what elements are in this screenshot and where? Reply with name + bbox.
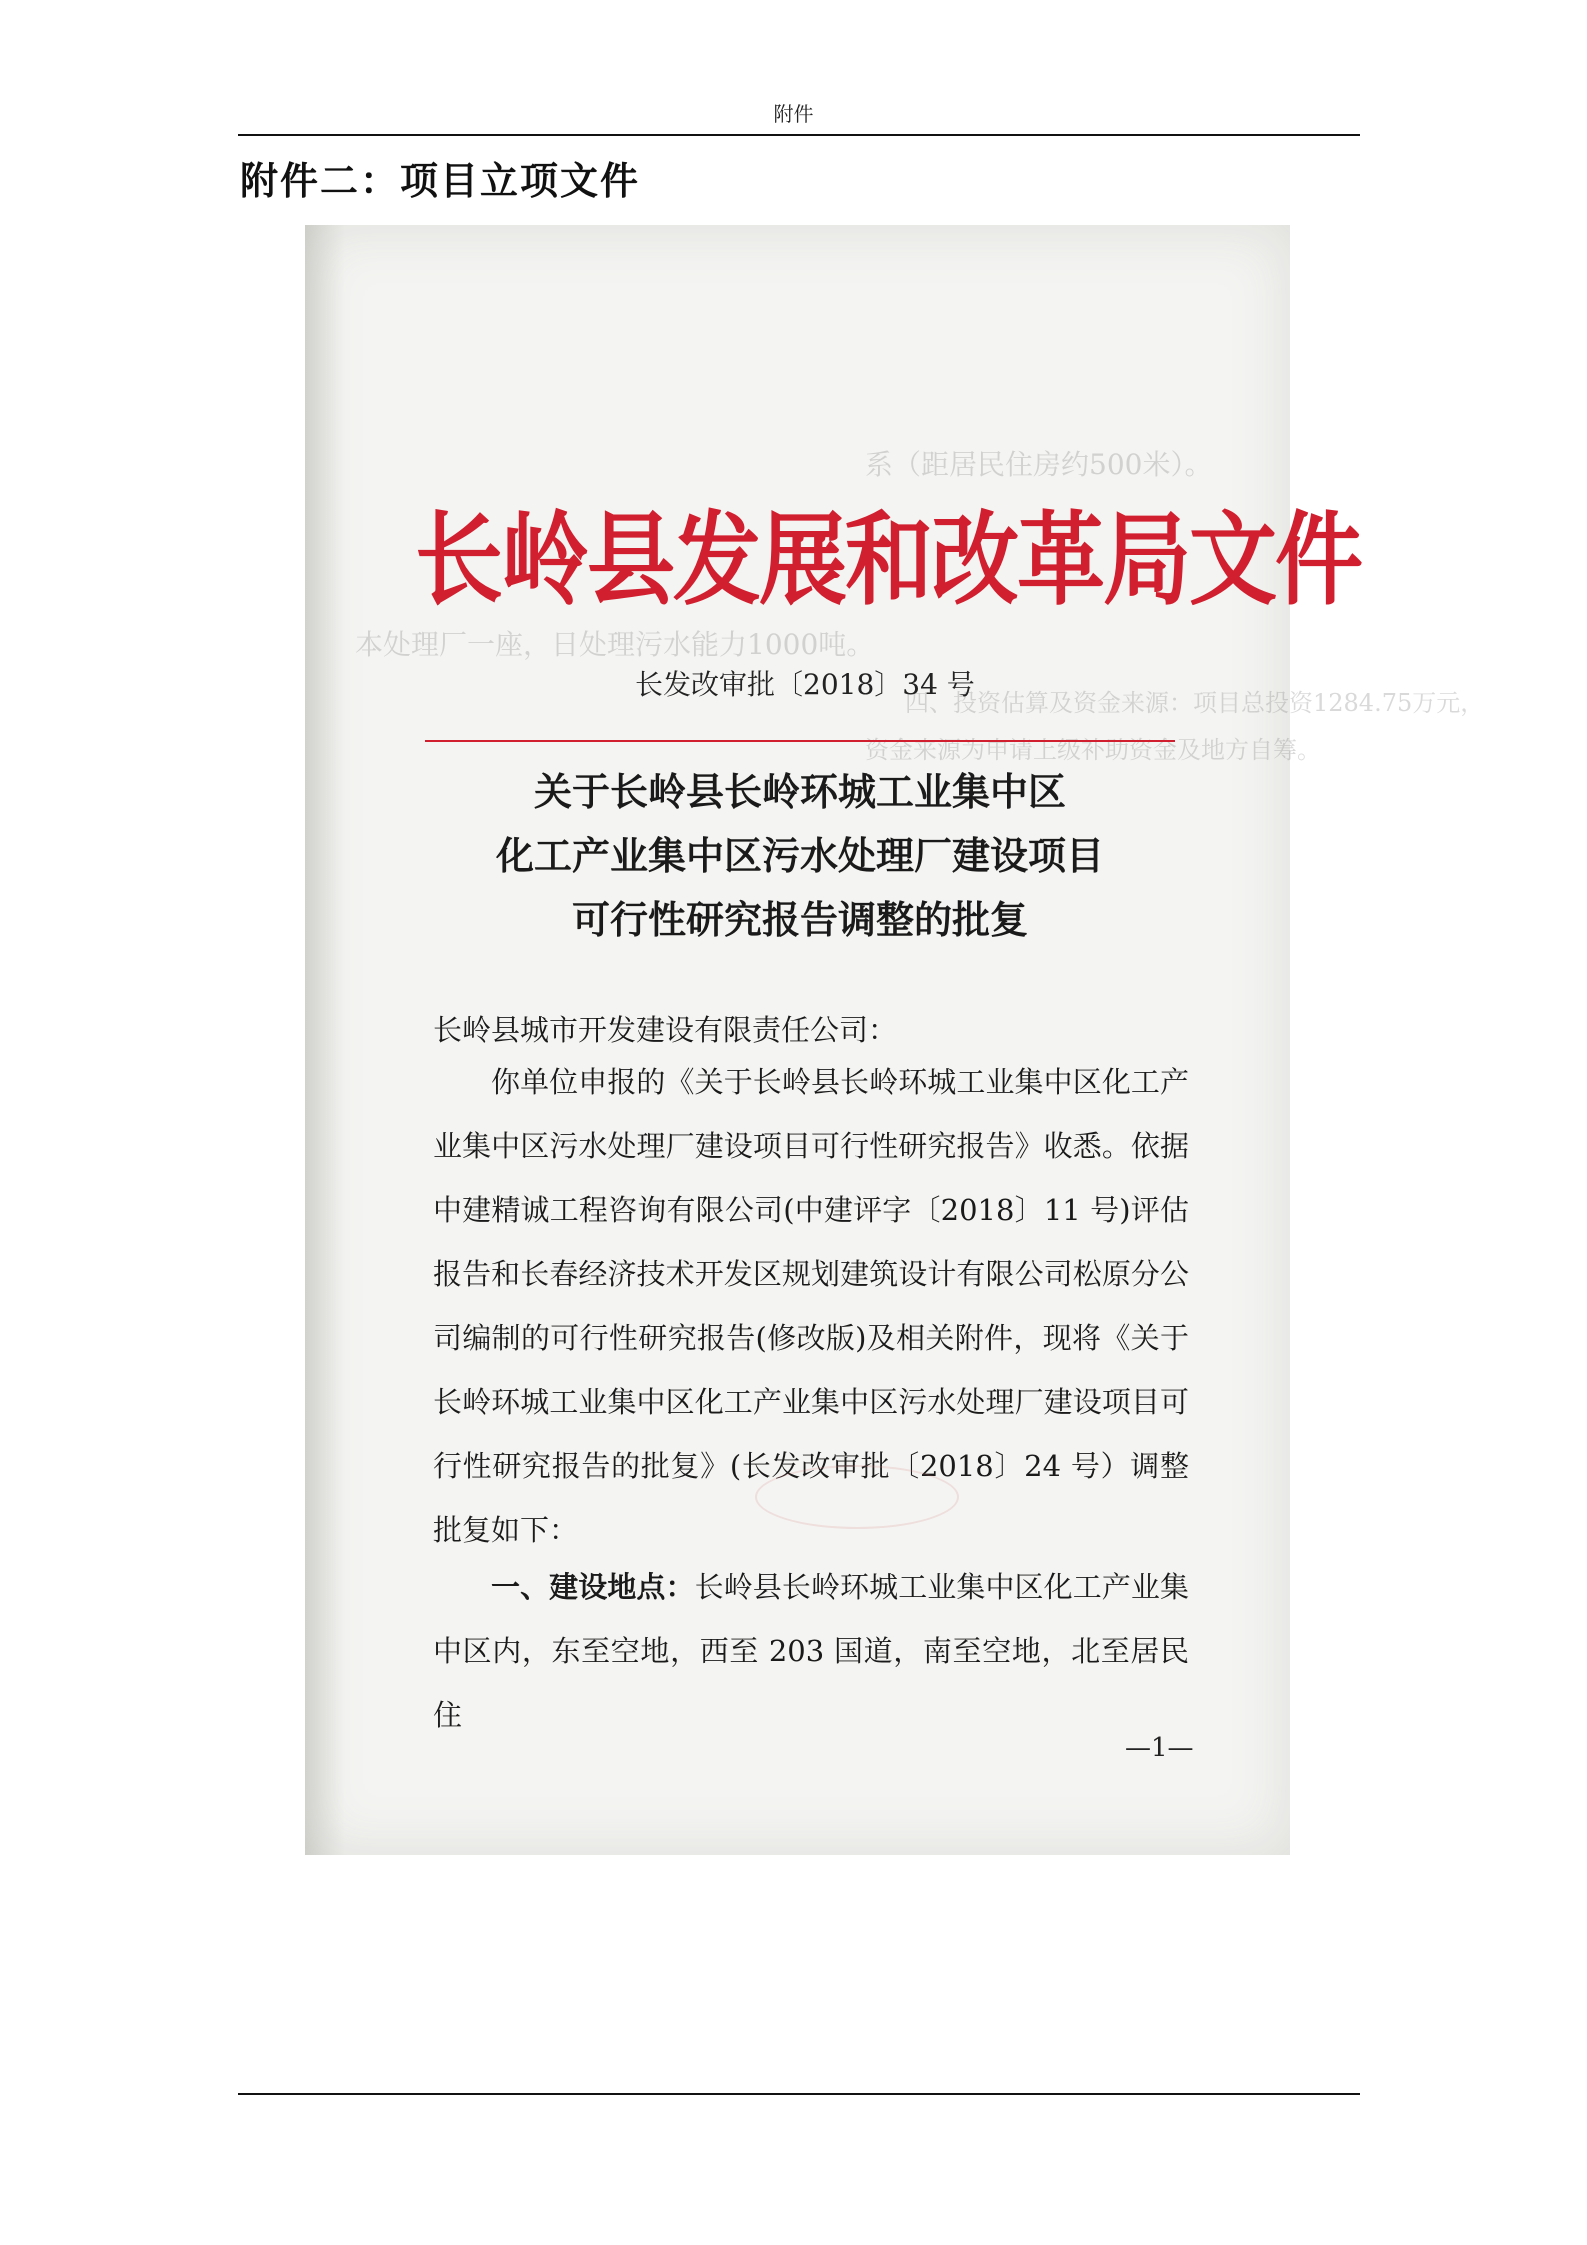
bleed-through-line-4: 资金来源为申请上级补助资金及地方自筹。 [865,736,1321,764]
bleed-through-line-1: 系（距居民住房约500米）。 [865,448,1213,481]
bleed-through-line-2: 本处理厂一座，日处理污水能力1000吨。 [355,628,875,661]
subject-line: 化工产业集中区污水处理厂建设项目 [495,833,1104,878]
subject-line: 可行性研究报告调整的批复 [571,897,1028,942]
faint-seal-mark [755,1465,959,1529]
header-rule [238,134,1360,136]
subject-line: 关于长岭县长岭环城工业集中区 [533,769,1066,814]
point-one-paragraph [433,1555,1189,1747]
red-separator-rule [425,740,1175,742]
body-paragraph: 你单位申报的《关于长岭县长岭环城工业集中区化工产业集中区污水处理厂建设项目可行性研究报告》收悉。依据中建精诚工程咨询有限公司(中建评字〔2018〕11 号)评估报告和长春经济技术开发区规划建筑设计有限公司松原分公司编制的可行性研究报告(修改版)及相关附件，现将《关于长岭环城工业集中区化工产业集中区污水处理厂建设项目可行性研究报告的批复》(长发改审批〔2018〕24 号）调整批复如下： [433,1065,1189,1547]
point-one-text: 长岭县长岭环城工业集中区化工产业集中区内，东至空地，西至 203 国道，南至空地，北至居民住 [433,1570,1189,1732]
point-one-label: 一、建设地点： [491,1570,695,1604]
document-subject [425,760,1175,952]
scan-page-number: —1— [1125,1733,1194,1763]
bleed-through-line-3: 四、投资估算及资金来源：项目总投资1284.75万元， [905,689,1485,717]
footer-rule [238,2093,1360,2095]
page-header: 附件 [773,102,814,126]
section-title: 附件二：项目立项文件 [240,159,641,203]
document-number: 长发改审批〔2018〕34 号 [635,668,975,701]
issuing-authority-title: 长岭县发展和改革局文件 [415,499,1362,620]
scanned-document [305,225,1485,1855]
addressee: 长岭县城市开发建设有限责任公司： [433,1013,898,1047]
